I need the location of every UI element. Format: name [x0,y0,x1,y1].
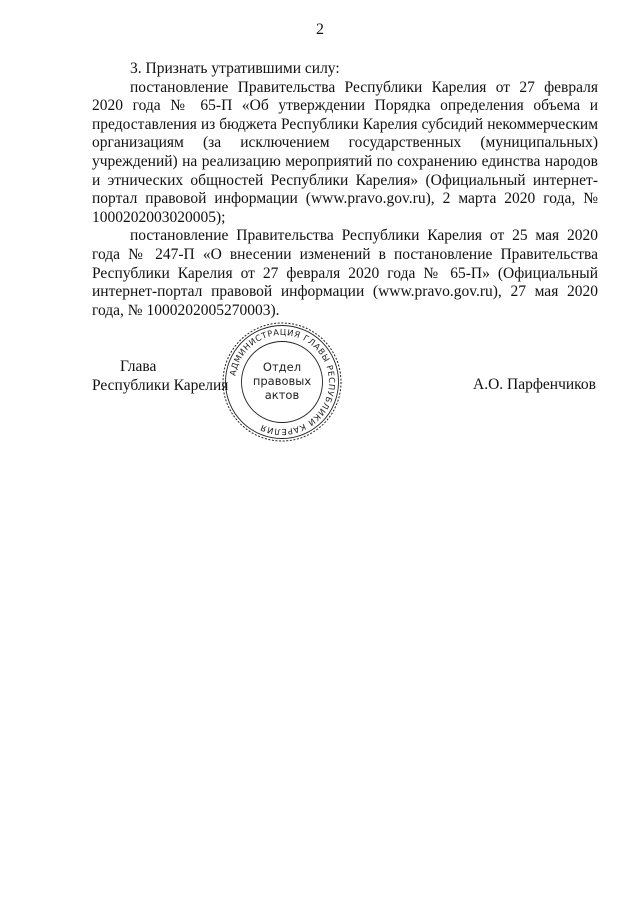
paragraph-repealed-act-1: постановление Правительства Республики Карелия от 27 февраля 2020 года № 65-П «Об утверждении Порядка определения объема и предоставления из бюджета Республики Карелия субсидий некоммерческим организациям (за исключением государственных (муниципальных) учреждений) на реализацию мероприятий по сохранению единства народов и этнических общностей Республики Карелия» (Официальный интернет-портал правовой информации (www.pravo.gov.ru), 2 марта 2020 года, № 1000202003020005); [92,78,598,226]
paragraph-clause-3: 3. Признать утратившими силу: [130,60,340,77]
stamp-center-line3: актов [264,388,300,402]
stamp-center-line2: правовых [252,374,312,388]
document-body [92,60,598,320]
signatory-title-line1: Глава [120,358,157,375]
stamp-center-line1: Отдел [262,360,302,374]
paragraph-repealed-act-2: постановление Правительства Республики Карелия от 25 мая 2020 года № 247-П «О внесении изменений в постановление Правительства Республики Карелия от 27 февраля 2020 года № 65-П» (Официальный интернет-портал правовой информации (www.pravo.gov.ru), 27 мая 2020 года, № 1000202005270003). [92,227,598,319]
page-number: 2 [316,21,324,38]
signatory-title [92,358,228,395]
stamp-ring-textpath: АДМИНИСТРАЦИЯ ГЛАВЫ РЕСПУБЛИКИ КАРЕЛИЯ [227,326,338,438]
signatory-name: А.О. Парфенчиков [473,376,596,393]
signatory-title-line2: Республики Карелия [92,376,229,394]
official-stamp [220,320,344,444]
